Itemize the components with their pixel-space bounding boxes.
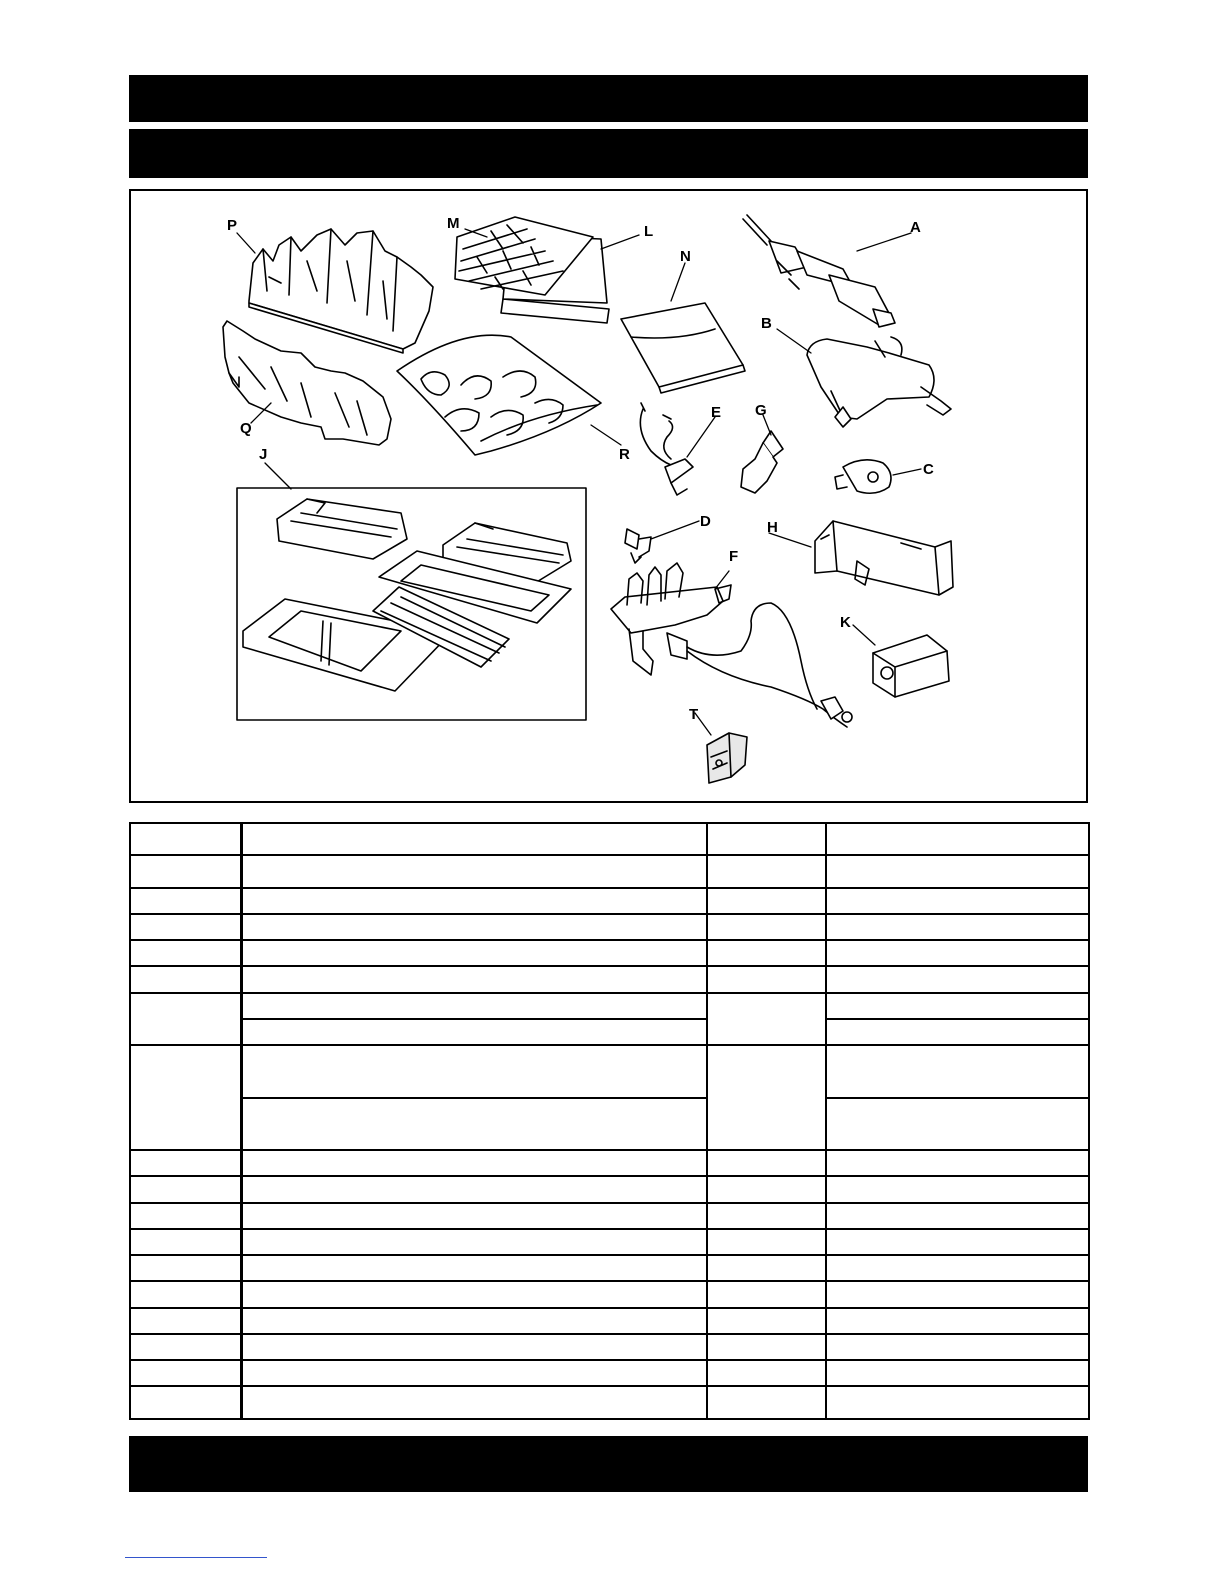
part-m-l-brick-panels-drawing [455, 217, 609, 323]
table-cell [707, 855, 826, 887]
table-row [130, 1334, 1089, 1360]
table-cell [826, 914, 1089, 940]
table-row [130, 1098, 1089, 1151]
table-cell [241, 940, 707, 966]
part-label-q: Q [240, 420, 252, 437]
part-label-m: M [447, 215, 460, 232]
table-cell [241, 1019, 707, 1045]
table-cell [826, 855, 1089, 887]
table-row [130, 993, 1089, 1019]
table-row [130, 1255, 1089, 1281]
table-cell [826, 940, 1089, 966]
part-label-r: R [619, 446, 630, 463]
table-row [130, 1176, 1089, 1202]
part-c-fitting-drawing [835, 460, 891, 493]
table-cell [130, 1360, 241, 1386]
part-label-c: C [923, 461, 934, 478]
table-cell [241, 1386, 707, 1419]
part-h-ignition-module-drawing [815, 521, 953, 595]
part-label-g: G [755, 402, 767, 419]
table-cell [130, 888, 241, 914]
table-header-row [130, 823, 1089, 855]
part-label-h: H [767, 519, 778, 536]
table-row [130, 1360, 1089, 1386]
table-row [130, 1281, 1089, 1307]
table-cell [707, 1360, 826, 1386]
table-cell [826, 1098, 1089, 1151]
table-cell [130, 1045, 241, 1150]
table-cell [707, 1281, 826, 1307]
table-cell [241, 1203, 707, 1229]
table-cell [826, 1045, 1089, 1098]
table-cell [241, 1255, 707, 1281]
table-cell [707, 1255, 826, 1281]
table-cell [707, 966, 826, 992]
table-cell [707, 914, 826, 940]
part-d-clip-drawing [625, 529, 651, 563]
table-cell [130, 1229, 241, 1255]
table-row [130, 966, 1089, 992]
table-cell [826, 1386, 1089, 1419]
table-row [130, 1150, 1089, 1176]
table-cell [241, 1334, 707, 1360]
table-cell [826, 1360, 1089, 1386]
table-cell [826, 1255, 1089, 1281]
table-cell [707, 993, 826, 1046]
table-row [130, 1019, 1089, 1045]
table-cell [826, 1229, 1089, 1255]
table-cell [241, 1098, 707, 1151]
table-cell [826, 1019, 1089, 1045]
part-label-n: N [680, 248, 691, 265]
part-j-burner-kit-drawing [237, 488, 586, 720]
table-cell [130, 1308, 241, 1334]
parts-drawing [131, 191, 1086, 801]
table-cell [241, 993, 707, 1019]
table-cell [826, 888, 1089, 914]
table-cell [707, 1386, 826, 1419]
part-label-e: E [711, 404, 722, 421]
part-n-manual-drawing [621, 303, 745, 393]
table-cell [241, 966, 707, 992]
part-p-log-drawing [249, 229, 433, 353]
table-cell [707, 1150, 826, 1176]
table-cell [241, 1360, 707, 1386]
table-row [130, 855, 1089, 887]
part-e-microswitch-drawing [640, 403, 693, 495]
table-cell [130, 966, 241, 992]
footer-bar [129, 1436, 1088, 1492]
table-cell [241, 888, 707, 914]
table-cell [130, 993, 241, 1046]
table-row [130, 1229, 1089, 1255]
table-row [130, 940, 1089, 966]
table-cell [826, 1281, 1089, 1307]
part-t-bracket-drawing [707, 733, 747, 783]
table-cell [130, 1176, 241, 1202]
table-cell [241, 914, 707, 940]
parts-illustration [129, 189, 1088, 803]
table-cell [130, 1281, 241, 1307]
table-cell [707, 940, 826, 966]
table-cell [241, 1045, 707, 1098]
table-cell [130, 940, 241, 966]
table-cell [130, 1386, 241, 1419]
table-row [130, 1308, 1089, 1334]
part-label-k: K [840, 614, 851, 631]
table-cell [826, 1203, 1089, 1229]
table-cell [826, 823, 1089, 855]
table-cell [130, 914, 241, 940]
table-cell [130, 823, 241, 855]
table-cell [826, 1150, 1089, 1176]
table-cell [241, 1150, 707, 1176]
header-bar-title [129, 75, 1088, 122]
table-row [130, 1045, 1089, 1098]
table-cell [826, 1334, 1089, 1360]
part-f-pilot-assembly-drawing [611, 563, 852, 727]
part-label-l: L [644, 223, 654, 240]
table-cell [707, 1229, 826, 1255]
table-cell [241, 855, 707, 887]
table-cell [130, 855, 241, 887]
part-label-d: D [700, 513, 711, 530]
footer-link-underline [125, 1557, 267, 1558]
table-cell [241, 1229, 707, 1255]
part-b-valve-drawing [807, 337, 951, 427]
table-cell [130, 1150, 241, 1176]
table-cell [241, 823, 707, 855]
table-cell [130, 1255, 241, 1281]
part-label-f: F [729, 548, 739, 565]
table-cell [826, 1176, 1089, 1202]
header-bar-subtitle [129, 129, 1088, 178]
table-cell [241, 1308, 707, 1334]
table-cell [707, 1045, 826, 1150]
part-r-ember-bag-drawing [397, 335, 601, 455]
table-cell [826, 966, 1089, 992]
part-label-a: A [910, 219, 921, 236]
table-cell [130, 1334, 241, 1360]
table-row [130, 1203, 1089, 1229]
table-cell [707, 888, 826, 914]
part-label-t: T [689, 706, 699, 723]
table-cell [826, 1308, 1089, 1334]
table-cell [241, 1281, 707, 1307]
table-cell [241, 1176, 707, 1202]
table-row [130, 888, 1089, 914]
table-row [130, 1386, 1089, 1419]
table-cell [707, 1176, 826, 1202]
table-cell [707, 1334, 826, 1360]
table-cell [707, 823, 826, 855]
part-label-p: P [227, 217, 238, 234]
parts-table [129, 822, 1090, 1420]
part-k-module-drawing [873, 635, 949, 697]
part-a-valve-drawing [743, 215, 895, 327]
part-label-b: B [761, 315, 772, 332]
table-row [130, 914, 1089, 940]
table-cell [707, 1203, 826, 1229]
table-cell [826, 993, 1089, 1019]
table-cell [130, 1203, 241, 1229]
part-label-j: J [259, 446, 268, 463]
table-cell [707, 1308, 826, 1334]
part-g-connector-drawing [741, 431, 783, 493]
